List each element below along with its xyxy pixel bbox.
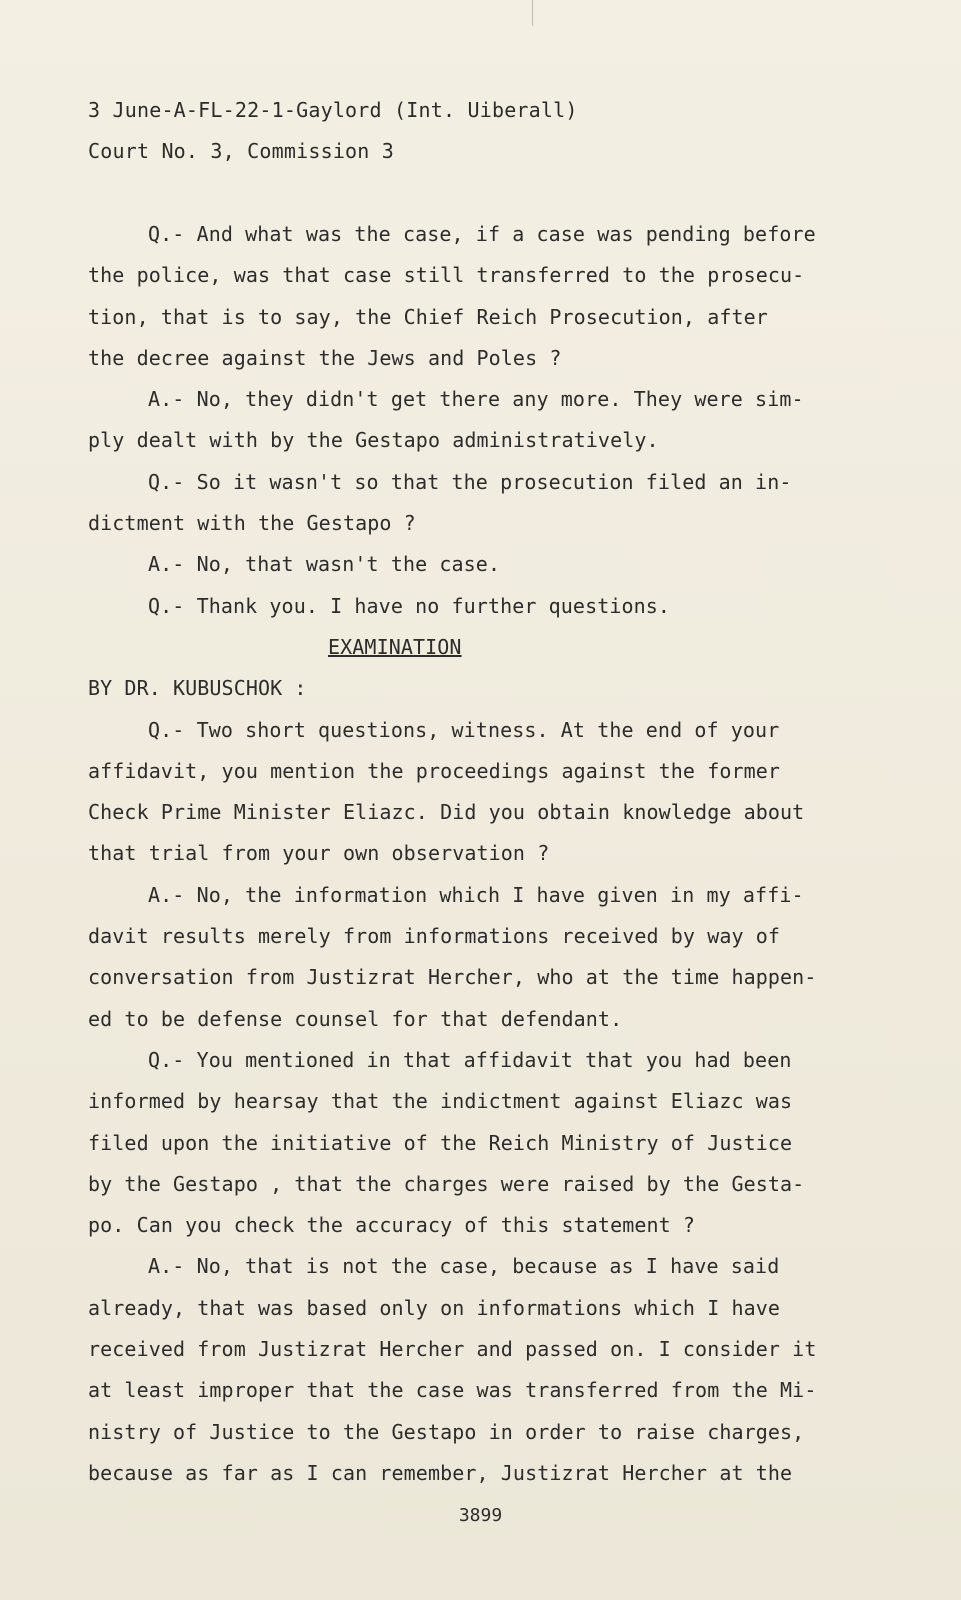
- transcript-line: the police, was that case still transferred to the prosecu-: [88, 263, 805, 288]
- transcript-line: A.- No, the information which I have given in my affi-: [148, 882, 804, 907]
- document-header-reference: 3 June-A-FL-22-1-Gaylord (Int. Uiberall): [88, 98, 578, 122]
- transcript-line: ply dealt with by the Gestapo administratively.: [88, 428, 659, 453]
- transcript-line: Q.- You mentioned in that affidavit that you had been: [148, 1047, 792, 1072]
- transcript-line: A.- No, they didn't get there any more. They were sim-: [148, 387, 804, 412]
- transcript-line: at least improper that the case was transferred from the Mi-: [88, 1378, 817, 1403]
- transcript-line: received from Justizrat Hercher and passed on. I consider it: [88, 1337, 817, 1362]
- transcript-line: A.- No, that is not the case, because as I have said: [148, 1254, 780, 1279]
- transcript-line: po. Can you check the accuracy of this statement ?: [88, 1213, 696, 1238]
- transcript-line: conversation from Justizrat Hercher, who at the time happen-: [88, 965, 817, 990]
- transcript-line: because as far as I can remember, Justizrat Hercher at the: [88, 1460, 793, 1485]
- transcript-line: A.- No, that wasn't the case.: [148, 552, 501, 577]
- transcript-line: Check Prime Minister Eliazc. Did you obtain knowledge about: [88, 800, 805, 825]
- fold-mark: [532, 0, 533, 26]
- transcript-line: davit results merely from informations received by way of: [88, 924, 781, 949]
- section-heading-examination: EXAMINATION: [328, 634, 462, 659]
- transcript-line: that trial from your own observation ?: [88, 841, 550, 866]
- transcript-line: informed by hearsay that the indictment against Eliazc was: [88, 1089, 793, 1114]
- transcript-line: tion, that is to say, the Chief Reich Prosecution, after: [88, 304, 768, 329]
- transcript-line: Q.- Two short questions, witness. At the end of your: [148, 717, 780, 742]
- transcript-line: Q.- So it wasn't so that the prosecution filed an in-: [148, 469, 792, 494]
- transcript-line: the decree against the Jews and Poles ?: [88, 345, 562, 370]
- transcript-line: dictment with the Gestapo ?: [88, 511, 416, 536]
- examiner-line: BY DR. KUBUSCHOK :: [88, 676, 307, 701]
- transcript-line: Q.- Thank you. I have no further questions.: [148, 593, 671, 618]
- transcript-line: Q.- And what was the case, if a case was pending before: [148, 222, 816, 246]
- page-number: 3899: [458, 1505, 503, 1526]
- transcript-line: affidavit, you mention the proceedings against the former: [88, 758, 781, 783]
- transcript-line: by the Gestapo , that the charges were raised by the Gesta-: [88, 1171, 805, 1196]
- transcript-line: already, that was based only on informations which I have: [88, 1295, 781, 1320]
- document-header-court: Court No. 3, Commission 3: [88, 139, 395, 163]
- transcript-line: nistry of Justice to the Gestapo in order to raise charges,: [88, 1419, 805, 1444]
- transcript-line: filed upon the initiative of the Reich Ministry of Justice: [88, 1130, 793, 1155]
- transcript-line: ed to be defense counsel for that defendant.: [88, 1006, 623, 1031]
- transcript-body: [88, 214, 858, 1494]
